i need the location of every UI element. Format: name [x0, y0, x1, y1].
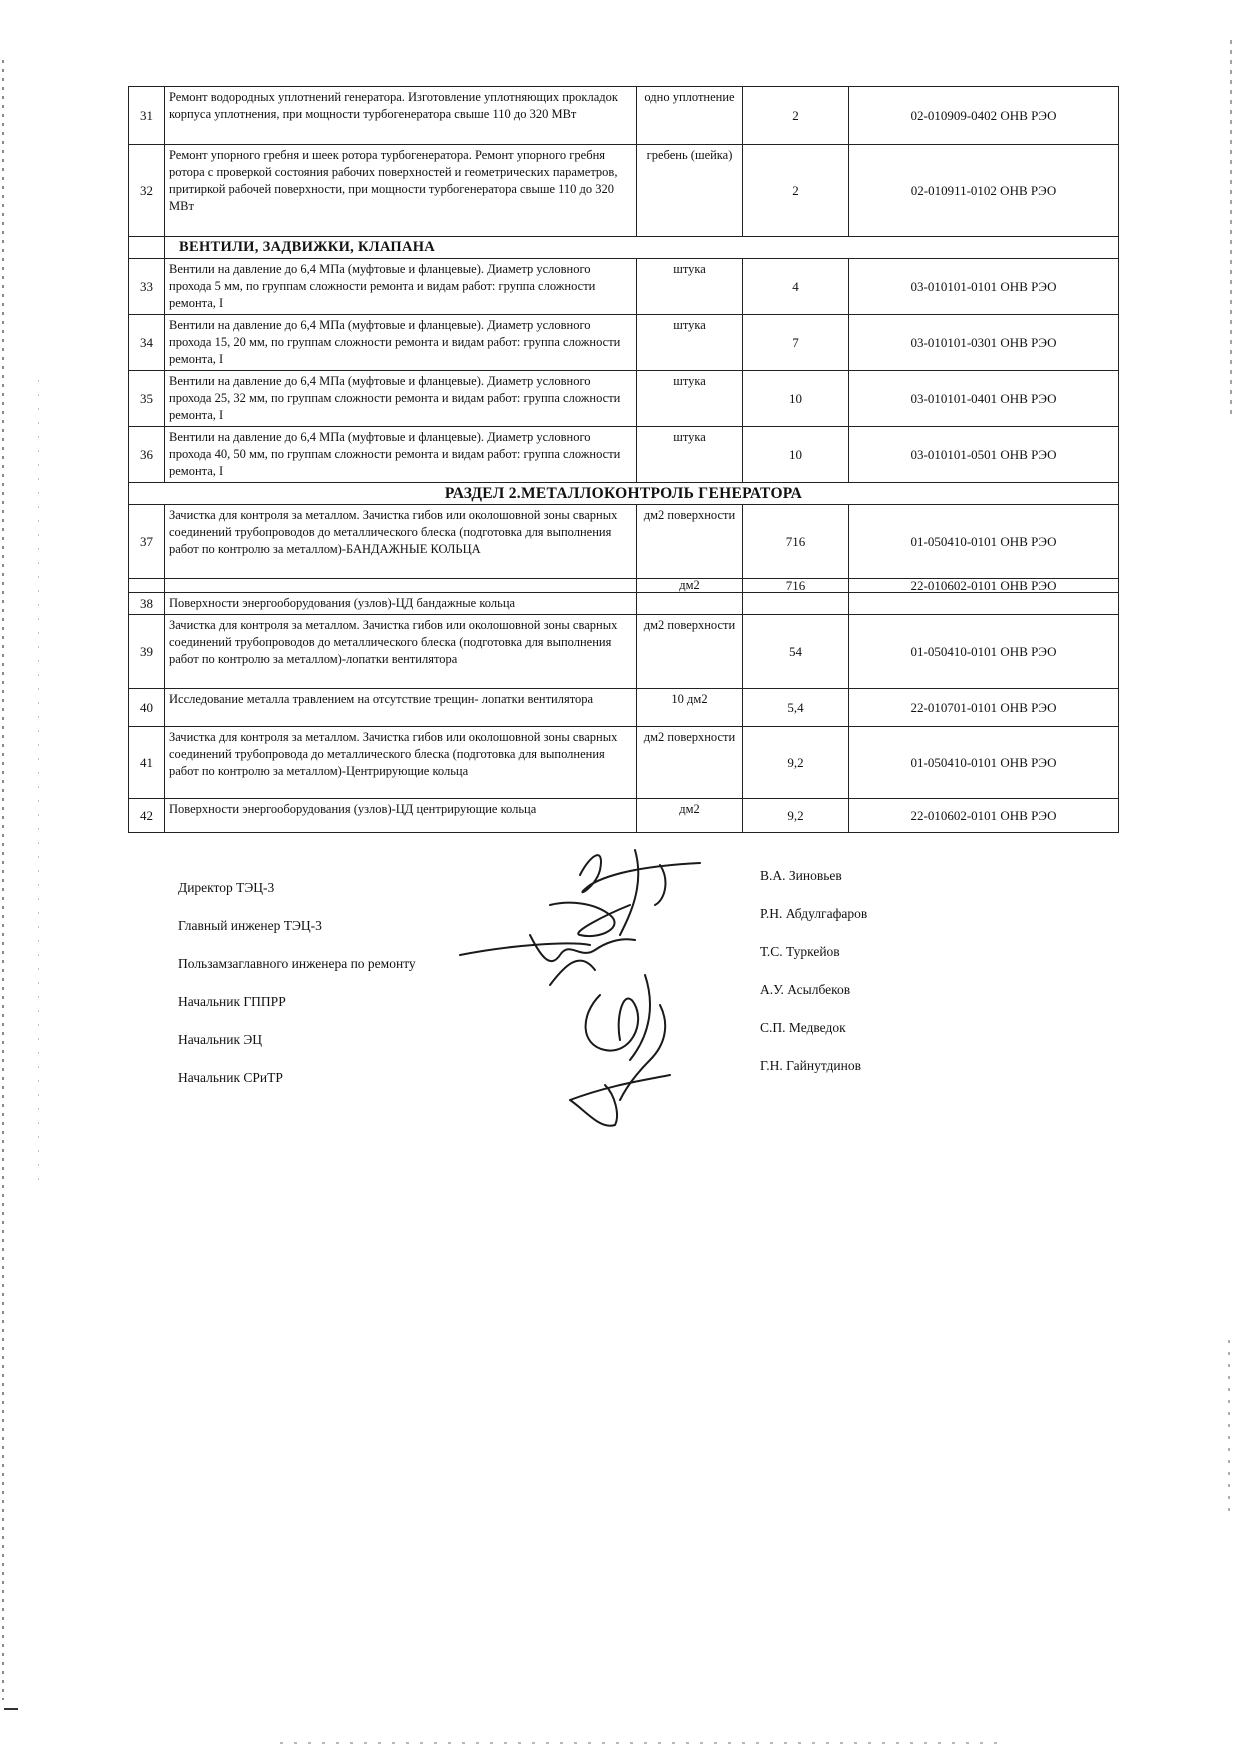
- norm-code: 03-010101-0301 ОНВ РЭО: [849, 315, 1119, 371]
- work-description: Вентили на давление до 6,4 МПа (муфтовые и фланцевые). Диаметр условного прохода 25, 32 мм, по группам сложности ремонта и видам работ: группа сложности ремонта, I: [165, 371, 637, 427]
- quantity: 716: [743, 505, 849, 579]
- name-chief-engineer: Р.Н. Абдулгафаров: [760, 906, 868, 921]
- scan-mark: [4, 1708, 18, 1710]
- table-row: [129, 579, 1119, 593]
- section-heading-2: РАЗДЕЛ 2.МЕТАЛЛОКОНТРОЛЬ ГЕНЕРАТОРА: [129, 483, 1119, 505]
- norm-code: 02-010911-0102 ОНВ РЭО: [849, 145, 1119, 237]
- unit-of-measure: штука: [637, 371, 743, 427]
- norm-code: 02-010909-0402 ОНВ РЭО: [849, 87, 1119, 145]
- quantity: 10: [743, 371, 849, 427]
- unit-of-measure: штука: [637, 259, 743, 315]
- row-number: 36: [129, 427, 165, 483]
- norm-code: 01-050410-0101 ОНВ РЭО: [849, 727, 1119, 799]
- row-number: 40: [129, 689, 165, 727]
- unit-of-measure: дм2 поверхности: [637, 505, 743, 579]
- position-chief-engineer: Главный инженер ТЭЦ-3: [178, 918, 322, 933]
- name-head-ec: С.П. Медведок: [760, 1020, 846, 1035]
- works-table: [128, 86, 1119, 833]
- scan-edge-left-faint: [38, 380, 39, 1180]
- unit-of-measure: одно уплотнение: [637, 87, 743, 145]
- table-row: [129, 315, 1119, 371]
- unit-of-measure: дм2 поверхности: [637, 727, 743, 799]
- norm-code: 03-010101-0501 ОНВ РЭО: [849, 427, 1119, 483]
- norm-code: 03-010101-0401 ОНВ РЭО: [849, 371, 1119, 427]
- work-description: Вентили на давление до 6,4 МПа (муфтовые и фланцевые). Диаметр условного прохода 15, 20 мм, по группам сложности ремонта и видам работ: группа сложности ремонта, I: [165, 315, 637, 371]
- work-description: Зачистка для контроля за металлом. Зачистка гибов или околошовной зоны сварных соединений трубопроводов до металлического блеска (подготовка для выполнения работ по контролю за металлом)-БАНДАЖНЫЕ КОЛЬЦА: [165, 505, 637, 579]
- unit-of-measure: дм2: [637, 579, 743, 593]
- norm-code: 22-010602-0101 ОНВ РЭО: [849, 799, 1119, 833]
- table-row: [129, 427, 1119, 483]
- quantity: [743, 593, 849, 615]
- norm-code: 01-050410-0101 ОНВ РЭО: [849, 615, 1119, 689]
- table-row: [129, 615, 1119, 689]
- quantity: 5,4: [743, 689, 849, 727]
- work-description: Ремонт водородных уплотнений генератора. Изготовление уплотняющих прокладок корпуса уплотнения, при мощности турбогенератора свыше 110 до 320 МВт: [165, 87, 637, 145]
- section-heading-valves: ВЕНТИЛИ, ЗАДВИЖКИ, КЛАПАНА: [165, 237, 1119, 259]
- quantity: 2: [743, 87, 849, 145]
- work-description: Поверхности энергооборудования (узлов)-ЦД центрирующие кольца: [165, 799, 637, 833]
- scan-edge-right-lower: [1228, 1340, 1230, 1520]
- work-description: Поверхности энергооборудования (узлов)-ЦД бандажные кольца: [165, 593, 637, 615]
- row-number: 34: [129, 315, 165, 371]
- row-number: 33: [129, 259, 165, 315]
- norm-code: [849, 593, 1119, 615]
- name-deputy-chief-engineer: Т.С. Туркейов: [760, 944, 840, 959]
- norm-code: 22-010602-0101 ОНВ РЭО: [849, 579, 1119, 593]
- name-director: В.А. Зиновьев: [760, 868, 842, 883]
- quantity: 2: [743, 145, 849, 237]
- quantity: 4: [743, 259, 849, 315]
- position-head-ec: Начальник ЭЦ: [178, 1032, 263, 1047]
- table-row: [129, 799, 1119, 833]
- position-head-gpprr: Начальник ГППРР: [178, 994, 286, 1009]
- unit-of-measure: 10 дм2: [637, 689, 743, 727]
- table-row: [129, 87, 1119, 145]
- signature-gpprr: [586, 975, 650, 1060]
- name-head-srtr: Г.Н. Гайнутдинов: [760, 1058, 861, 1073]
- work-description: Ремонт упорного гребня и шеек ротора турбогенератора. Ремонт упорного гребня ротора с проверкой состояния рабочих поверхностей и геометрических параметров, притиркой рабочей поверхности, при мощности турбогенератора свыше 110 до 320 МВт: [165, 145, 637, 237]
- signature-ec: [620, 1005, 665, 1100]
- unit-of-measure: штука: [637, 427, 743, 483]
- table-row: [129, 727, 1119, 799]
- row-number: 37: [129, 505, 165, 579]
- work-description: Вентили на давление до 6,4 МПа (муфтовые и фланцевые). Диаметр условного прохода 40, 50 мм, по группам сложности ремонта и видам работ: группа сложности ремонта, I: [165, 427, 637, 483]
- quantity: 54: [743, 615, 849, 689]
- unit-of-measure: штука: [637, 315, 743, 371]
- signature-chief-engineer: [550, 903, 630, 936]
- table-row: [129, 145, 1119, 237]
- work-description: Зачистка для контроля за металлом. Зачистка гибов или околошовной зоны сварных соединений трубопровода до металлического блеска (подготовка для выполнения работ по контролю за металлом)-Центрирующие кольца: [165, 727, 637, 799]
- unit-of-measure: [637, 593, 743, 615]
- quantity: 10: [743, 427, 849, 483]
- row-number: 35: [129, 371, 165, 427]
- table-row: [129, 259, 1119, 315]
- row-number: 31: [129, 87, 165, 145]
- norm-code: 03-010101-0101 ОНВ РЭО: [849, 259, 1119, 315]
- row-number: 38: [129, 593, 165, 615]
- quantity: 9,2: [743, 799, 849, 833]
- signatory-names: [760, 868, 867, 1096]
- position-deputy-chief-engineer: Пользамзаглавного инженера по ремонту: [178, 956, 416, 971]
- scan-edge-right: [1230, 40, 1232, 420]
- row-number: 32: [129, 145, 165, 237]
- signature-director: [580, 850, 700, 935]
- table-row: [129, 689, 1119, 727]
- row-number: [129, 579, 165, 593]
- section-row: [129, 483, 1119, 505]
- quantity: 7: [743, 315, 849, 371]
- name-head-gpprr: А.У. Асылбеков: [760, 982, 851, 997]
- table-row: [129, 371, 1119, 427]
- work-description: Вентили на давление до 6,4 МПа (муфтовые и фланцевые). Диаметр условного прохода 5 мм, по группам сложности ремонта и видам работ: группа сложности ремонта, I: [165, 259, 637, 315]
- signatory-positions: [178, 880, 416, 1108]
- quantity: 9,2: [743, 727, 849, 799]
- row-number: 39: [129, 615, 165, 689]
- section-row: [129, 237, 1119, 259]
- scan-edge-bottom: [280, 1742, 1000, 1744]
- row-number: 41: [129, 727, 165, 799]
- unit-of-measure: дм2 поверхности: [637, 615, 743, 689]
- quantity: 716: [743, 579, 849, 593]
- norm-code: 01-050410-0101 ОНВ РЭО: [849, 505, 1119, 579]
- signature-deputy: [460, 935, 635, 985]
- unit-of-measure: гребень (шейка): [637, 145, 743, 237]
- norm-code: 22-010701-0101 ОНВ РЭО: [849, 689, 1119, 727]
- position-director: Директор ТЭЦ-3: [178, 880, 275, 895]
- work-description: Зачистка для контроля за металлом. Зачистка гибов или околошовной зоны сварных соединений трубопроводов до металлического блеска (подготовка для выполнения работ по контролю за металлом)-лопатки вентилятора: [165, 615, 637, 689]
- table-row: [129, 593, 1119, 615]
- row-number: 42: [129, 799, 165, 833]
- unit-of-measure: дм2: [637, 799, 743, 833]
- scan-edge-left: [2, 60, 4, 1700]
- work-description: [165, 579, 637, 593]
- handwritten-signatures: [430, 845, 750, 1135]
- position-head-srtr: Начальник СРиТР: [178, 1070, 283, 1085]
- table-row: [129, 505, 1119, 579]
- work-description: Исследование металла травлением на отсутствие трещин- лопатки вентилятора: [165, 689, 637, 727]
